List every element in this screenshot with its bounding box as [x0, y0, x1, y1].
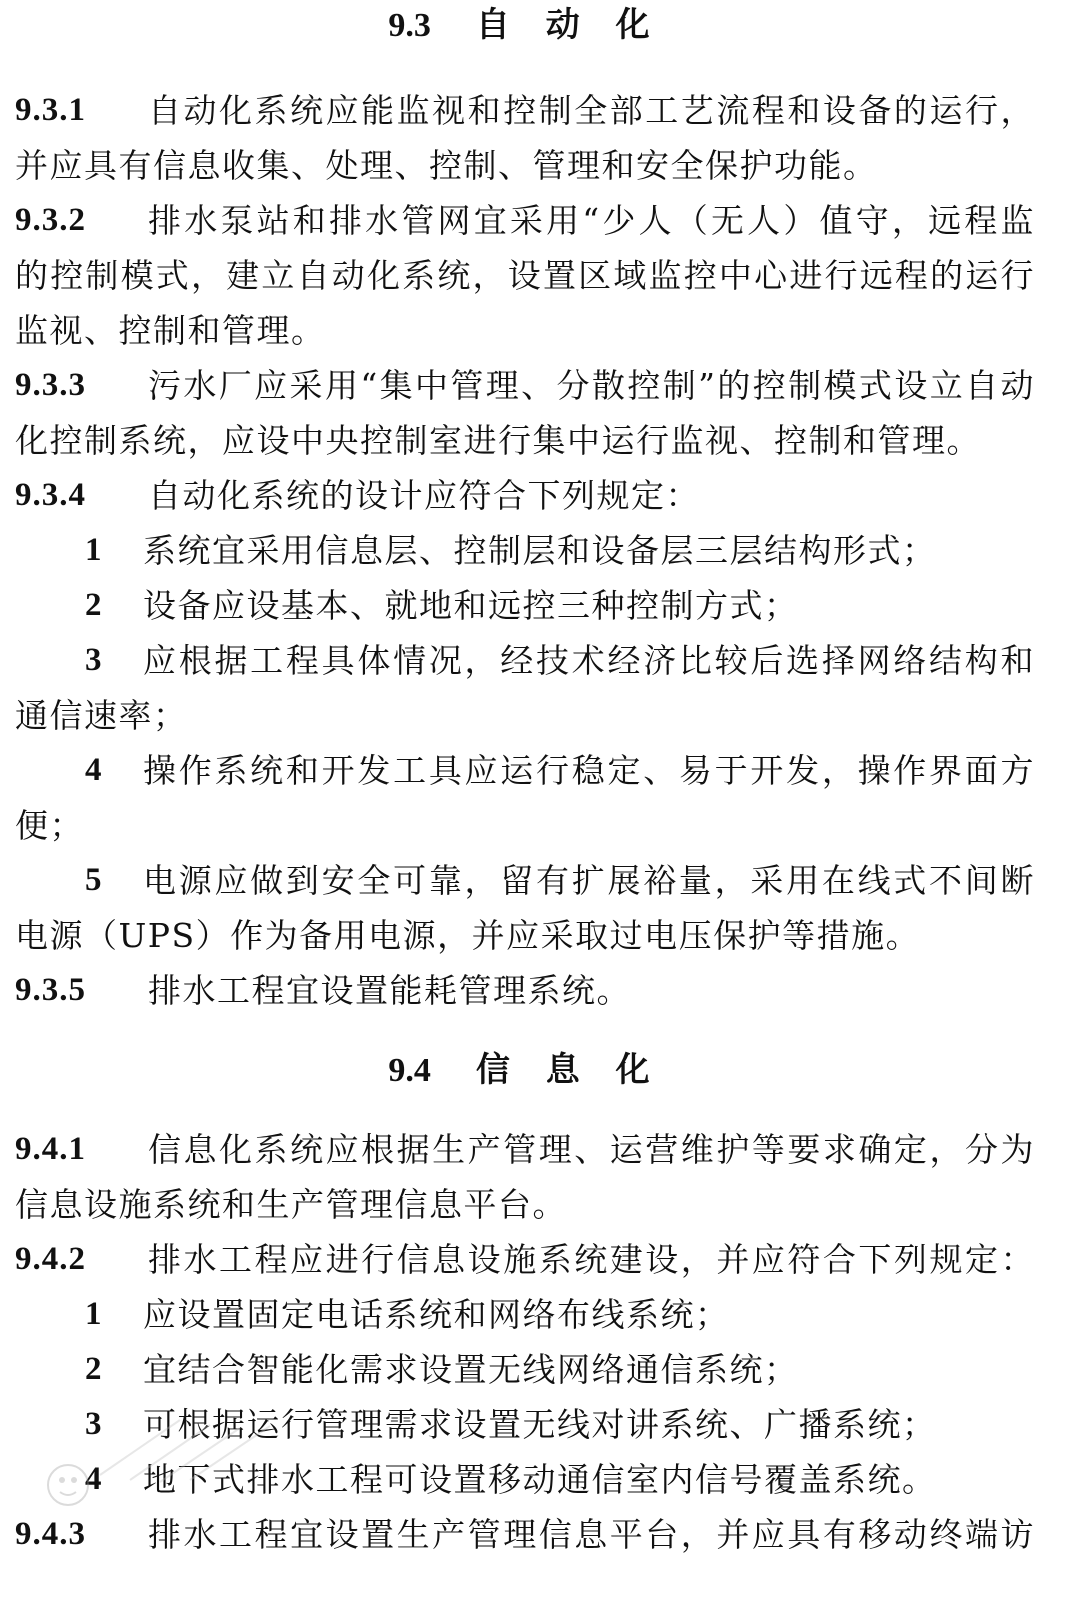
clause-line [15, 358, 1035, 413]
clause-number: 9.4.3 [15, 1516, 86, 1552]
clause-text: 排水工程宜设置生产管理信息平台，并应具有移动终端访 [148, 1515, 1035, 1554]
item-line [15, 853, 1035, 908]
item-line [15, 633, 1035, 688]
clause-line [15, 83, 1035, 138]
clause-number: 9.3.2 [15, 202, 86, 238]
item-text: 地下式排水工程可设置移动通信室内信号覆盖系统。 [143, 1460, 937, 1499]
clause-text: 化控制系统，应设中央控制室进行集中运行监视、控制和管理。 [15, 421, 981, 460]
section-9-3 [15, 0, 1035, 1018]
section-heading [15, 1045, 1035, 1095]
clause-number: 9.3.1 [15, 92, 86, 128]
clause-line [15, 963, 1035, 1018]
clause-number: 9.4.1 [15, 1131, 86, 1167]
clause-line [15, 468, 1035, 523]
section-title: 自 动 化 [475, 5, 662, 45]
continuation-line [15, 138, 1035, 193]
continuation-line [15, 303, 1035, 358]
clause-line [15, 1122, 1035, 1177]
clause-line [15, 1232, 1035, 1287]
item-text: 系统宜采用信息层、控制层和设备层三层结构形式； [143, 531, 937, 570]
item-number: 3 [85, 1406, 102, 1442]
item-text: 操作系统和开发工具应运行稳定、易于开发，操作界面方 [143, 751, 1035, 790]
clause-text: 监视、控制和管理。 [15, 311, 326, 350]
clause-number: 9.3.4 [15, 477, 86, 513]
continuation-line [15, 413, 1035, 468]
clause-text: 自动化系统的设计应符合下列规定： [148, 476, 700, 515]
item-number: 5 [85, 862, 102, 898]
item-number: 1 [85, 532, 102, 568]
clause-text: 并应具有信息收集、处理、控制、管理和安全保护功能。 [15, 146, 878, 185]
section-heading [15, 0, 1035, 50]
item-number: 4 [85, 1461, 102, 1497]
item-text: 应根据工程具体情况，经技术经济比较后选择网络结构和 [143, 641, 1035, 680]
clause-line [15, 193, 1035, 248]
item-text: 通信速率； [15, 696, 188, 735]
continuation-line [15, 1177, 1035, 1232]
section-number: 9.4 [388, 1052, 431, 1089]
item-text: 设备应设基本、就地和远控三种控制方式； [143, 586, 799, 625]
clause-text: 的控制模式，建立自动化系统，设置区域监控中心进行远程的运行 [15, 256, 1035, 295]
clause-number: 9.3.5 [15, 972, 86, 1008]
page-content [15, 0, 1035, 1562]
item-text: 宜结合智能化需求设置无线网络通信系统； [143, 1350, 799, 1389]
clause-text: 排水泵站和排水管网宜采用“少人（无人）值守，远程监 [148, 201, 1035, 240]
clause-number: 9.4.2 [15, 1241, 86, 1277]
item-text: 可根据运行管理需求设置无线对讲系统、广播系统； [143, 1405, 937, 1444]
item-line [15, 1287, 1035, 1342]
clause-text: 排水工程应进行信息设施系统建设，并应符合下列规定： [148, 1240, 1035, 1279]
continuation-line [15, 798, 1035, 853]
clause-line [15, 1507, 1035, 1562]
item-line [15, 1452, 1035, 1507]
clause-text: 自动化系统应能监视和控制全部工艺流程和设备的运行， [148, 91, 1035, 130]
item-number: 1 [85, 1296, 102, 1332]
clause-text: 信息设施系统和生产管理信息平台。 [15, 1185, 567, 1224]
clause-text: 污水厂应采用“集中管理、分散控制”的控制模式设立自动 [148, 366, 1035, 405]
item-number: 4 [85, 752, 102, 788]
item-line [15, 1397, 1035, 1452]
item-number: 2 [85, 587, 102, 623]
item-line [15, 1342, 1035, 1397]
clause-text: 排水工程宜设置能耗管理系统。 [148, 971, 631, 1010]
item-text: 应设置固定电话系统和网络布线系统； [143, 1295, 730, 1334]
clause-number: 9.3.3 [15, 367, 86, 403]
section-9-4 [15, 1045, 1035, 1562]
section-title: 信 息 化 [475, 1050, 662, 1090]
item-line [15, 523, 1035, 578]
continuation-line [15, 688, 1035, 743]
continuation-line [15, 248, 1035, 303]
clause-text: 信息化系统应根据生产管理、运营维护等要求确定，分为 [148, 1130, 1035, 1169]
continuation-line [15, 908, 1035, 963]
item-text: 便； [15, 806, 84, 845]
item-line [15, 743, 1035, 798]
item-number: 3 [85, 642, 102, 678]
item-number: 2 [85, 1351, 102, 1387]
section-number: 9.3 [388, 7, 431, 44]
item-line [15, 578, 1035, 633]
item-text: 电源应做到安全可靠，留有扩展裕量，采用在线式不间断 [143, 861, 1035, 900]
item-text: 电源（UPS）作为备用电源，并应采取过电压保护等措施。 [15, 916, 921, 955]
